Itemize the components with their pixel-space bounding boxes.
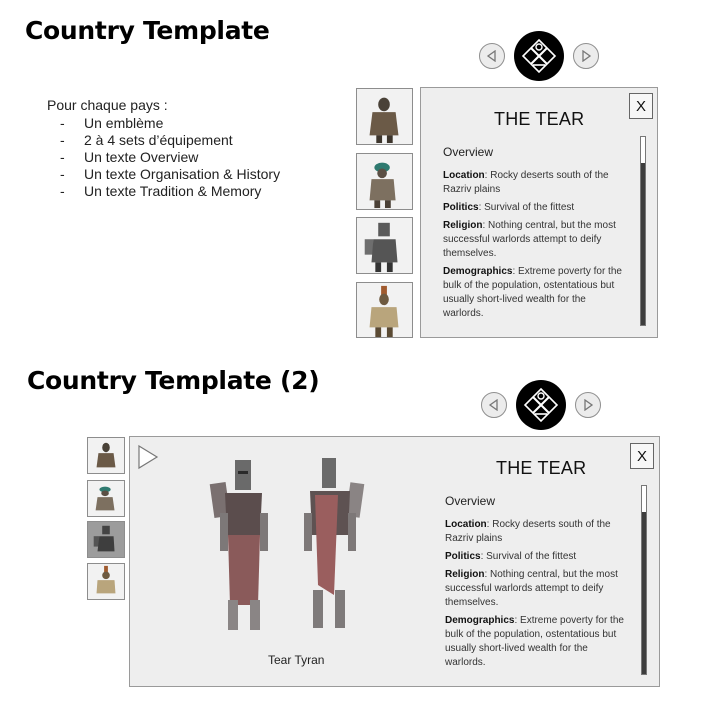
crossed-swords-emblem-icon (521, 385, 561, 425)
list-item: - 2 à 4 sets d’équipement (47, 132, 280, 149)
overview-text (443, 169, 628, 325)
overview-heading: Overview (445, 494, 496, 508)
equipment-thumbnail[interactable] (356, 88, 413, 145)
armored-character-icon (357, 89, 412, 144)
list-item: - Un emblème (47, 115, 280, 132)
armored-character-icon (357, 218, 412, 273)
section-title: Country Template (2) (27, 366, 320, 395)
close-button[interactable]: X (629, 93, 653, 119)
play-triangle-icon[interactable] (137, 444, 159, 470)
armored-character-icon (88, 481, 124, 516)
info-entry-demographics: Demographics: Extreme poverty for the bulk of the population, ostentatious but usually short-lived wealth for the warlords. (443, 266, 622, 319)
crossed-swords-emblem-icon (519, 36, 559, 76)
prev-emblem-button[interactable] (479, 43, 505, 69)
overview-heading: Overview (443, 145, 494, 159)
info-entry-religion: Religion: Nothing central, but the most successful warlords attempt to deify themselves. (445, 569, 618, 608)
armored-character-icon (88, 522, 124, 557)
country-info-panel (420, 87, 658, 338)
chevron-left-icon (488, 399, 500, 411)
scrollbar[interactable] (640, 136, 646, 326)
armored-character-icon (357, 154, 412, 209)
chevron-right-icon (580, 50, 592, 62)
overview-text (445, 518, 630, 674)
info-entry-demographics: Demographics: Extreme poverty for the bulk of the population, ostentatious but usually short-lived wealth for the warlords. (445, 615, 624, 668)
list-item: - Un texte Tradition & Memory (47, 183, 280, 200)
scrollbar[interactable] (641, 485, 647, 675)
next-emblem-button[interactable] (575, 392, 601, 418)
requirements-intro: Pour chaque pays : (47, 97, 168, 113)
equipment-thumbnail[interactable] (356, 217, 413, 274)
equipment-thumbnail[interactable] (87, 480, 125, 517)
armored-character-icon (88, 438, 124, 473)
armored-character-icon (357, 283, 412, 337)
chevron-right-icon (582, 399, 594, 411)
info-entry-politics: Politics: Survival of the fittest (443, 202, 575, 213)
info-entry-religion: Religion: Nothing central, but the most successful warlords attempt to deify themselves. (443, 220, 616, 259)
list-item: - Un texte Overview (47, 149, 280, 166)
armored-character-icon (200, 455, 380, 640)
next-emblem-button[interactable] (573, 43, 599, 69)
page-title: Country Template (25, 16, 270, 45)
equipment-thumbnail[interactable] (87, 563, 125, 600)
equipment-thumbnail[interactable] (356, 153, 413, 210)
equipment-thumbnail[interactable] (356, 282, 413, 338)
info-entry-location: Location: Rocky deserts south of the Razriv plains (445, 519, 611, 544)
equipment-thumbnail-selected[interactable] (87, 521, 125, 558)
emblem-navigation (481, 380, 601, 430)
country-info-panel-expanded (129, 436, 660, 687)
prev-emblem-button[interactable] (481, 392, 507, 418)
country-name: THE TEAR (494, 109, 585, 129)
info-entry-politics: Politics: Survival of the fittest (445, 551, 577, 562)
requirements-list (47, 97, 280, 200)
info-entry-location: Location: Rocky deserts south of the Razriv plains (443, 170, 609, 195)
list-item: - Un texte Organisation & History (47, 166, 280, 183)
close-button[interactable]: X (630, 443, 654, 469)
chevron-left-icon (486, 50, 498, 62)
model-caption: Tear Tyran (268, 653, 325, 667)
scrollbar-thumb[interactable] (642, 512, 646, 674)
equipment-thumbnail[interactable] (87, 437, 125, 474)
character-model-view[interactable] (200, 455, 380, 640)
emblem-navigation (479, 31, 599, 81)
country-emblem[interactable] (514, 31, 564, 81)
country-name: THE TEAR (496, 458, 587, 478)
scrollbar-thumb[interactable] (641, 163, 645, 325)
armored-character-icon (88, 564, 124, 599)
country-emblem[interactable] (516, 380, 566, 430)
